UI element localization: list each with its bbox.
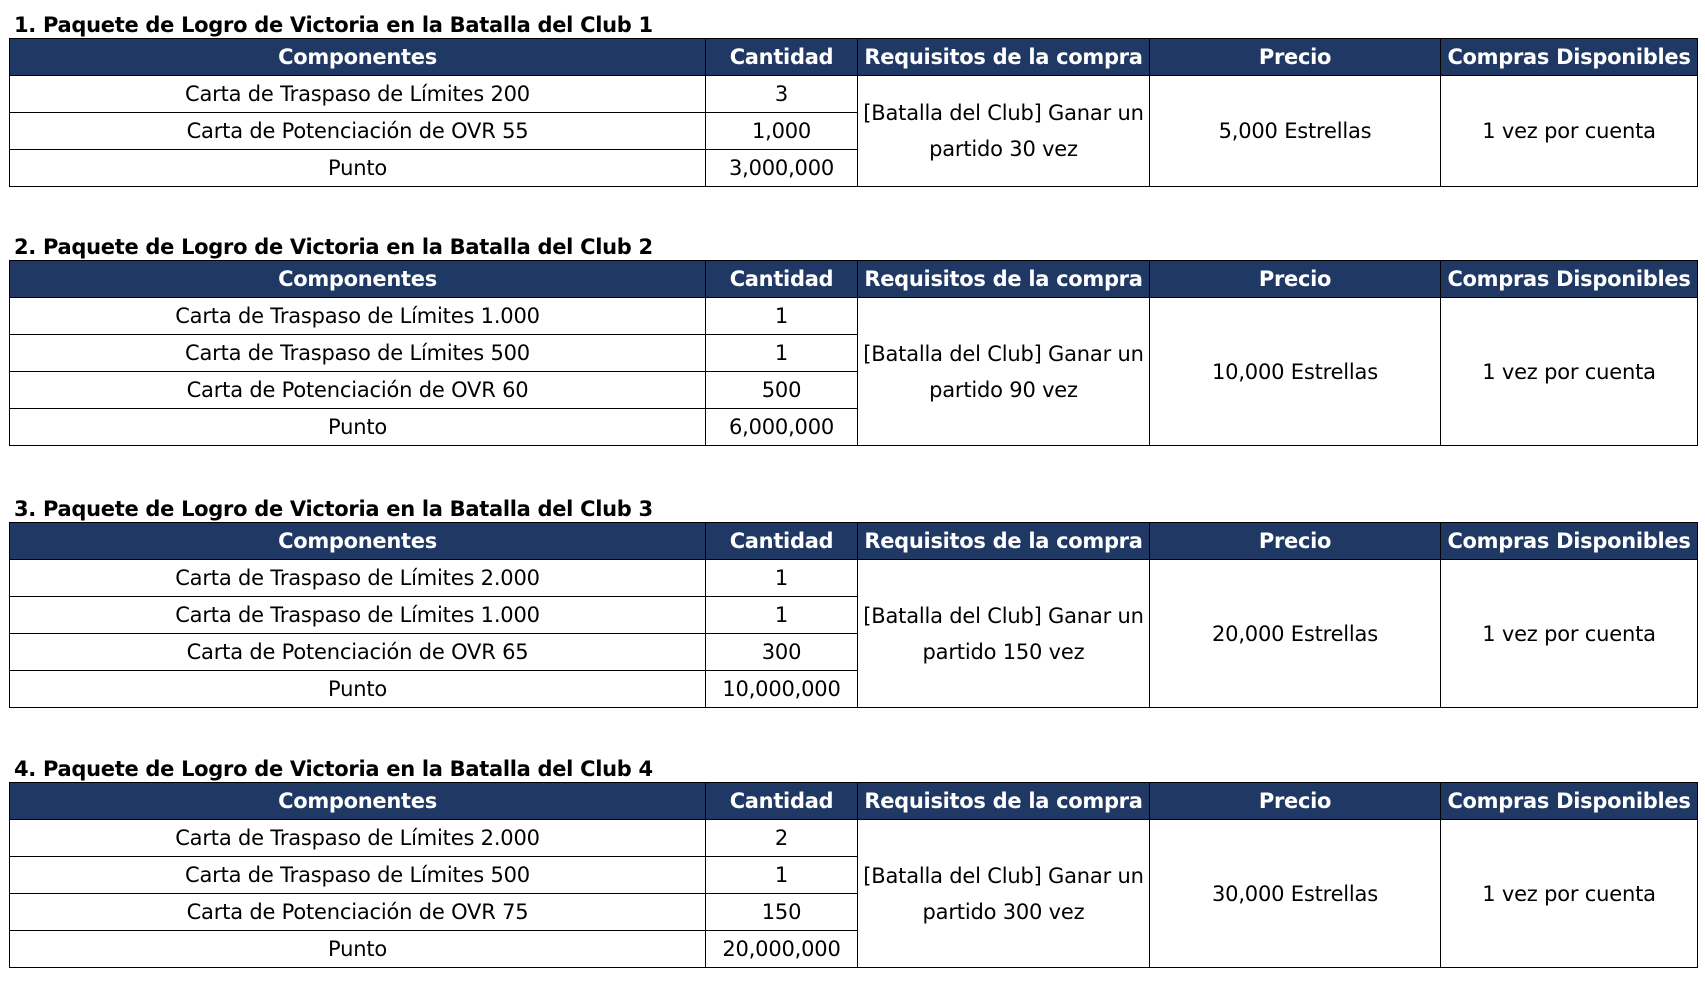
component-cell: Carta de Traspaso de Límites 2.000 — [10, 820, 706, 857]
component-cell: Punto — [10, 931, 706, 968]
price-cell: 30,000 Estrellas — [1150, 820, 1441, 968]
table-row — [10, 820, 1698, 857]
quantity-cell: 150 — [706, 894, 858, 931]
package-title: 4. Paquete de Logro de Victoria en la Batalla del Club 4 — [14, 757, 653, 781]
quantity-cell: 1 — [706, 560, 858, 597]
requirement-cell: [Batalla del Club] Ganar un partido 150 vez — [858, 560, 1150, 708]
header-quantity: Cantidad — [706, 783, 858, 820]
component-cell: Carta de Potenciación de OVR 55 — [10, 113, 706, 150]
header-quantity: Cantidad — [706, 39, 858, 76]
quantity-cell: 1 — [706, 597, 858, 634]
package-section-2 — [9, 234, 1697, 446]
requirement-cell: [Batalla del Club] Ganar un partido 30 vez — [858, 76, 1150, 187]
component-cell: Carta de Traspaso de Límites 2.000 — [10, 560, 706, 597]
quantity-cell: 1 — [706, 857, 858, 894]
header-quantity: Cantidad — [706, 523, 858, 560]
package-section-1 — [9, 12, 1697, 187]
component-cell: Carta de Traspaso de Límites 200 — [10, 76, 706, 113]
price-cell: 5,000 Estrellas — [1150, 76, 1441, 187]
package-section-3 — [9, 496, 1697, 708]
table-header-row — [10, 39, 1698, 76]
availability-cell: 1 vez por cuenta — [1441, 76, 1698, 187]
header-components: Componentes — [10, 783, 706, 820]
header-availability: Compras Disponibles — [1441, 783, 1698, 820]
component-cell: Punto — [10, 409, 706, 446]
availability-cell: 1 vez por cuenta — [1441, 820, 1698, 968]
quantity-cell: 6,000,000 — [706, 409, 858, 446]
price-cell: 20,000 Estrellas — [1150, 560, 1441, 708]
table-header-row — [10, 261, 1698, 298]
requirement-cell: [Batalla del Club] Ganar un partido 300 vez — [858, 820, 1150, 968]
header-requirements: Requisitos de la compra — [858, 523, 1150, 560]
package-table — [9, 522, 1698, 708]
requirement-cell: [Batalla del Club] Ganar un partido 90 vez — [858, 298, 1150, 446]
header-requirements: Requisitos de la compra — [858, 783, 1150, 820]
quantity-cell: 500 — [706, 372, 858, 409]
quantity-cell: 1 — [706, 335, 858, 372]
component-cell: Carta de Traspaso de Límites 1.000 — [10, 298, 706, 335]
header-components: Componentes — [10, 261, 706, 298]
component-cell: Carta de Traspaso de Límites 500 — [10, 857, 706, 894]
package-section-4 — [9, 756, 1697, 968]
header-components: Componentes — [10, 39, 706, 76]
package-table — [9, 38, 1698, 187]
header-price: Precio — [1150, 783, 1441, 820]
header-components: Componentes — [10, 523, 706, 560]
component-cell: Carta de Potenciación de OVR 60 — [10, 372, 706, 409]
package-title: 1. Paquete de Logro de Victoria en la Batalla del Club 1 — [14, 13, 653, 37]
table-row — [10, 76, 1698, 113]
table-row — [10, 298, 1698, 335]
quantity-cell: 20,000,000 — [706, 931, 858, 968]
availability-cell: 1 vez por cuenta — [1441, 298, 1698, 446]
component-cell: Carta de Traspaso de Límites 500 — [10, 335, 706, 372]
quantity-cell: 2 — [706, 820, 858, 857]
package-title: 3. Paquete de Logro de Victoria en la Batalla del Club 3 — [14, 497, 653, 521]
header-availability: Compras Disponibles — [1441, 39, 1698, 76]
quantity-cell: 300 — [706, 634, 858, 671]
header-requirements: Requisitos de la compra — [858, 261, 1150, 298]
component-cell: Carta de Potenciación de OVR 65 — [10, 634, 706, 671]
component-cell: Carta de Traspaso de Límites 1.000 — [10, 597, 706, 634]
quantity-cell: 1,000 — [706, 113, 858, 150]
header-quantity: Cantidad — [706, 261, 858, 298]
header-price: Precio — [1150, 39, 1441, 76]
package-table — [9, 782, 1698, 968]
table-row — [10, 560, 1698, 597]
package-table — [9, 260, 1698, 446]
table-header-row — [10, 523, 1698, 560]
component-cell: Punto — [10, 671, 706, 708]
price-cell: 10,000 Estrellas — [1150, 298, 1441, 446]
table-header-row — [10, 783, 1698, 820]
quantity-cell: 10,000,000 — [706, 671, 858, 708]
component-cell: Carta de Potenciación de OVR 75 — [10, 894, 706, 931]
header-price: Precio — [1150, 523, 1441, 560]
component-cell: Punto — [10, 150, 706, 187]
quantity-cell: 3 — [706, 76, 858, 113]
header-availability: Compras Disponibles — [1441, 523, 1698, 560]
header-price: Precio — [1150, 261, 1441, 298]
availability-cell: 1 vez por cuenta — [1441, 560, 1698, 708]
quantity-cell: 3,000,000 — [706, 150, 858, 187]
header-requirements: Requisitos de la compra — [858, 39, 1150, 76]
package-title: 2. Paquete de Logro de Victoria en la Batalla del Club 2 — [14, 235, 653, 259]
header-availability: Compras Disponibles — [1441, 261, 1698, 298]
quantity-cell: 1 — [706, 298, 858, 335]
